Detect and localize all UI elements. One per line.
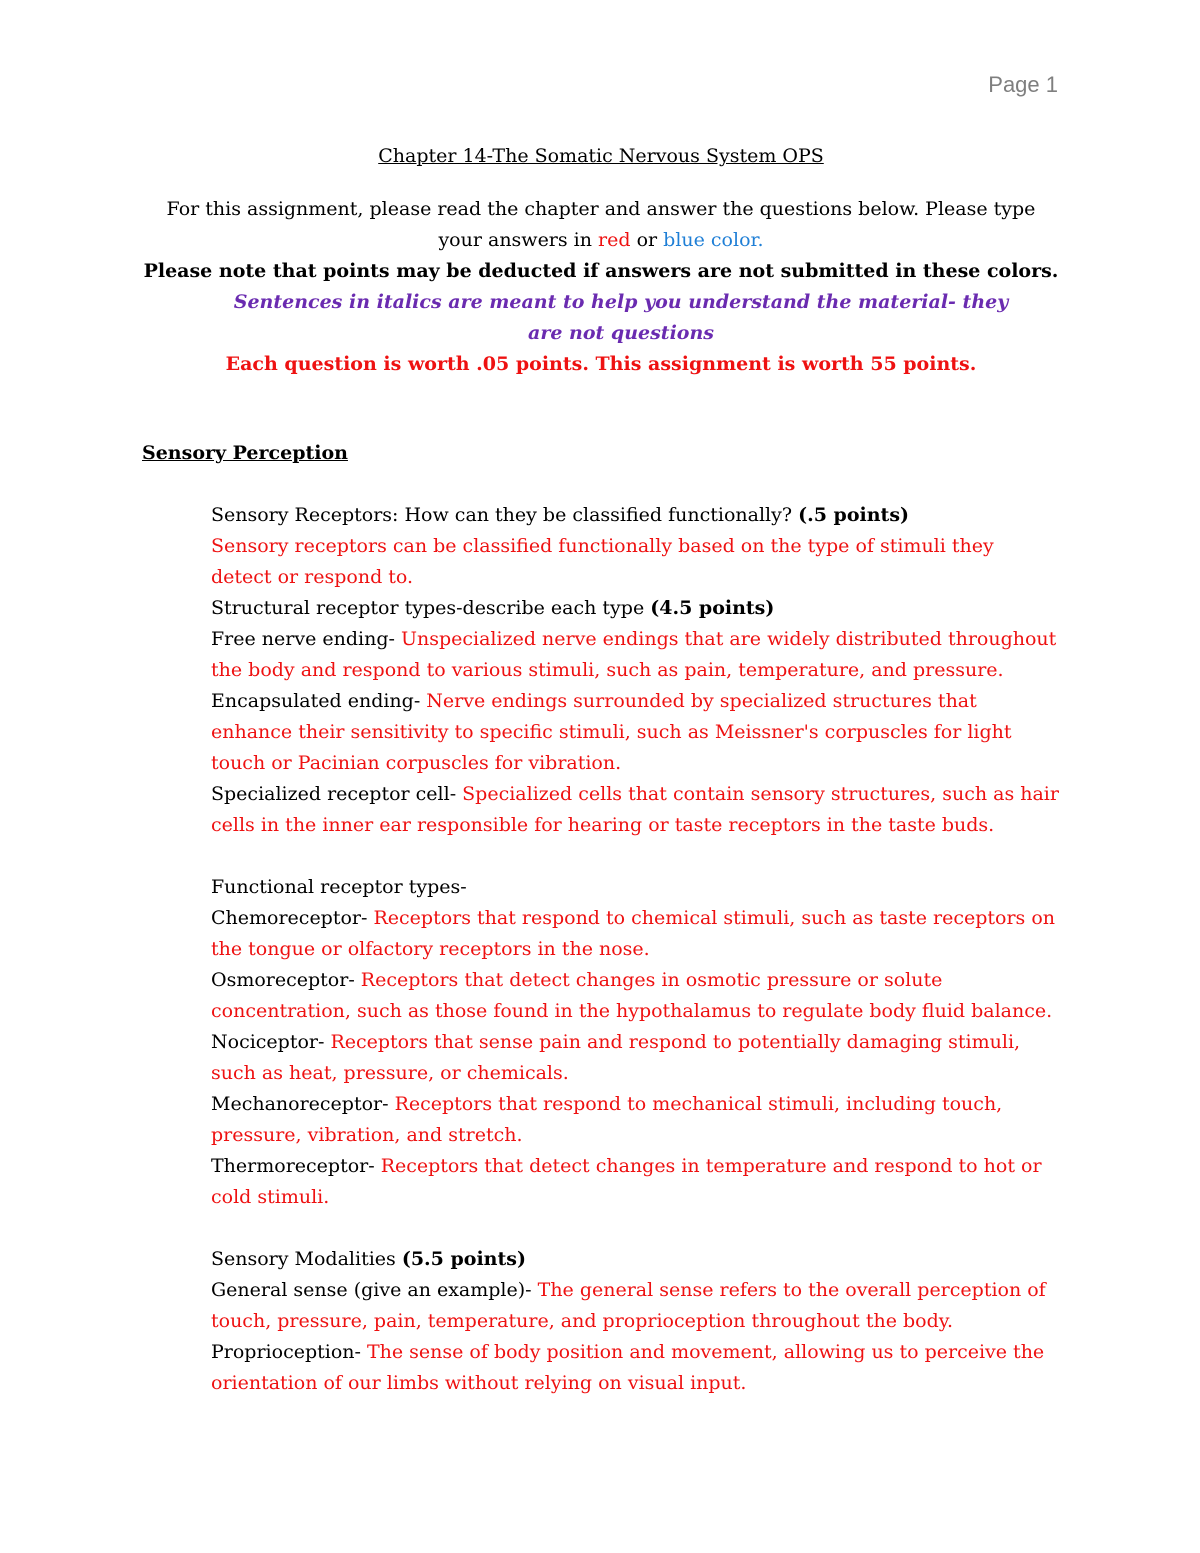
points-note: Each question is worth .05 points. This assignment is worth 55 points. xyxy=(225,353,977,375)
term-label: General sense (give an example)- xyxy=(211,1279,538,1301)
page-number: Page 1 xyxy=(988,72,1058,97)
points-label: (5.5 points) xyxy=(401,1248,526,1270)
points-label: (4.5 points) xyxy=(650,597,775,619)
term-label: Free nerve ending- xyxy=(211,628,401,650)
modality-item xyxy=(211,1337,1060,1399)
structural-item xyxy=(211,624,1060,686)
answer-text: Receptors that respond to mechanical stimuli, including touch, pressure, vibration, and stretch. xyxy=(211,1093,1003,1146)
answer-text: The general sense refers to the overall perception of touch, pressure, pain, temperature, and proprioception throughout the body. xyxy=(211,1279,1046,1332)
instructions-text: For this assignment, please read the chapter and answer the questions below. Please type your answers in xyxy=(166,198,1036,251)
red-word: red xyxy=(598,229,631,251)
functional-item xyxy=(211,1089,1060,1151)
question-1 xyxy=(211,500,1060,531)
term-label: Nociceptor- xyxy=(211,1031,331,1053)
spacer xyxy=(211,1213,1060,1244)
questions-block xyxy=(142,500,1060,1399)
answer-text: The sense of body position and movement, allowing us to perceive the orientation of our limbs without relying on visual input. xyxy=(211,1341,1045,1394)
answer-text: Nerve endings surrounded by specialized structures that enhance their sensitivity to specific stimuli, such as Meissner's corpuscles for light touch or Pacinian corpuscles for vibration. xyxy=(211,690,1012,774)
question-text: Sensory Receptors: How can they be classified functionally? xyxy=(211,504,799,526)
answer-text: Receptors that detect changes in osmotic pressure or solute concentration, such as those found in the hypothalamus to regulate body fluid balance. xyxy=(211,969,1053,1022)
term-label: Thermoreceptor- xyxy=(211,1155,381,1177)
answer-text: Specialized cells that contain sensory structures, such as hair cells in the inner ear responsible for hearing or taste receptors in the taste buds. xyxy=(211,783,1059,836)
term-label: Specialized receptor cell- xyxy=(211,783,463,805)
term-label: Chemoreceptor- xyxy=(211,907,374,929)
instructions-paragraph xyxy=(142,194,1060,256)
answer-text: Unspecialized nerve endings that are widely distributed throughout the body and respond to various stimuli, such as pain, temperature, and pressure. xyxy=(211,628,1057,681)
modality-item xyxy=(211,1275,1060,1337)
answer-1: Sensory receptors can be classified functionally based on the type of stimuli they detect or respond to. xyxy=(211,535,994,588)
structural-item xyxy=(211,686,1060,779)
or-word: or xyxy=(630,229,664,251)
points-label: (.5 points) xyxy=(798,504,910,526)
color-note: Please note that points may be deducted if answers are not submitted in these colors. xyxy=(143,260,1059,282)
question-4 xyxy=(211,1244,1060,1275)
question-text: Sensory Modalities xyxy=(211,1248,402,1270)
blue-word: blue color. xyxy=(663,229,764,251)
section-heading: Sensory Perception xyxy=(142,442,348,464)
question-2 xyxy=(211,593,1060,624)
question-3: Functional receptor types- xyxy=(211,876,467,898)
term-label: Proprioception- xyxy=(211,1341,367,1363)
answer-text: Receptors that respond to chemical stimuli, such as taste receptors on the tongue or olfactory receptors in the nose. xyxy=(211,907,1056,960)
functional-item xyxy=(211,903,1060,965)
structural-item xyxy=(211,779,1060,841)
term-label: Mechanoreceptor- xyxy=(211,1093,395,1115)
italic-note: Sentences in italics are meant to help you understand the material- they are not questions xyxy=(233,291,1009,344)
functional-item xyxy=(211,1027,1060,1089)
term-label: Osmoreceptor- xyxy=(211,969,361,991)
answer-text: Receptors that detect changes in temperature and respond to hot or cold stimuli. xyxy=(211,1155,1042,1208)
functional-item xyxy=(211,965,1060,1027)
term-label: Encapsulated ending- xyxy=(211,690,427,712)
spacer xyxy=(211,841,1060,872)
answer-text: Receptors that sense pain and respond to potentially damaging stimuli, such as heat, pressure, or chemicals. xyxy=(211,1031,1021,1084)
document-title: Chapter 14-The Somatic Nervous System OPS xyxy=(378,145,824,167)
question-text: Structural receptor types-describe each type xyxy=(211,597,651,619)
functional-item xyxy=(211,1151,1060,1213)
document-body xyxy=(142,141,1060,1399)
